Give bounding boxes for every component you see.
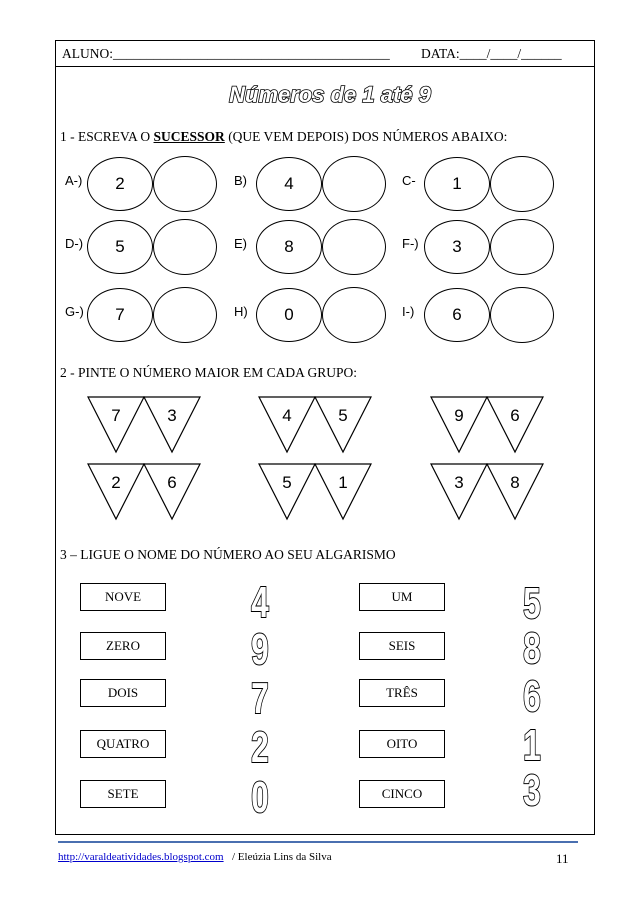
outlined-digit[interactable]: 2 [251,723,269,772]
triangle-number: 8 [510,473,520,492]
answer-oval[interactable] [153,219,217,275]
given-number: 2 [115,174,125,193]
triangle-number: 1 [338,473,348,492]
given-number-oval [256,288,322,342]
answer-oval[interactable] [153,287,217,343]
answer-oval[interactable] [322,156,386,212]
given-number: 0 [284,305,294,324]
section2-heading: 2 - PINTE O NÚMERO MAIOR EM CADA GRUPO: [60,365,358,380]
aluno-blank: _________________________________________ [113,46,390,61]
answer-oval[interactable] [322,219,386,275]
outlined-digit[interactable]: 7 [251,674,269,723]
given-number: 3 [452,237,462,256]
given-number-oval [87,157,153,211]
triangle-number: 6 [167,473,177,492]
given-number-oval [424,157,490,211]
triangle-number: 4 [282,406,292,425]
footer-link[interactable]: http://varaldeatividades.blogspot.com [58,851,224,863]
number-name-box[interactable]: CINCO [359,780,445,808]
date-field[interactable] [421,46,562,62]
section3-heading: 3 – LIGUE O NOME DO NÚMERO AO SEU ALGARISMO [60,547,396,562]
triangle-number: 7 [111,406,121,425]
footer-rule [58,841,578,843]
outlined-digit[interactable]: 5 [523,579,541,628]
triangle-number: 2 [111,473,121,492]
answer-oval[interactable] [322,287,386,343]
section1-keyword: SUCESSOR [153,129,225,144]
item-label: D-) [65,236,84,251]
data-label: DATA: [421,46,460,61]
data-blank: ____/____/______ [459,46,562,61]
triangle-number: 5 [338,406,348,425]
given-number-oval [256,220,322,274]
answer-oval[interactable] [153,156,217,212]
svg-text:Números de 1 até 9: Números de 1 até 9 [229,82,431,107]
given-number-oval [424,220,490,274]
given-number-oval [87,288,153,342]
student-name-field[interactable] [62,46,390,62]
item-label: I-) [402,304,415,319]
triangle-number: 5 [282,473,292,492]
triangle-number: 3 [454,473,464,492]
page-title [0,80,638,120]
item-label: A-) [65,173,83,188]
number-name-box[interactable]: SEIS [359,632,445,660]
outlined-digit[interactable]: 8 [523,624,541,673]
item-label: E) [234,236,247,251]
outlined-digit[interactable]: 6 [523,672,541,721]
outlined-digit[interactable]: 0 [251,773,269,822]
given-number: 5 [115,237,125,256]
number-name-box[interactable]: ZERO [80,632,166,660]
item-label: H) [234,304,248,319]
header-divider [55,66,595,67]
given-number: 4 [284,174,294,193]
number-name-box[interactable]: OITO [359,730,445,758]
page-number: 11 [556,851,569,866]
number-name-box[interactable]: DOIS [80,679,166,707]
outlined-digit[interactable]: 1 [523,721,541,770]
triangle-number: 3 [167,406,177,425]
given-number-oval [424,288,490,342]
triangle-number: 6 [510,406,520,425]
item-label: G-) [65,304,84,319]
number-name-box[interactable]: QUATRO [80,730,166,758]
aluno-label: ALUNO: [62,46,113,61]
answer-oval[interactable] [490,219,554,275]
item-label: B) [234,173,247,188]
number-name-box[interactable]: UM [359,583,445,611]
footer-author: / Eleúzia Lins da Silva [232,851,332,863]
outlined-digit[interactable]: 9 [251,625,269,674]
given-number-oval [87,220,153,274]
section1-heading [60,129,507,145]
given-number: 1 [452,174,462,193]
page-title-wrap [0,80,638,120]
outlined-digit[interactable]: 4 [251,578,269,627]
given-number: 7 [115,305,125,324]
given-number: 6 [452,305,462,324]
item-label: F-) [402,236,419,251]
answer-oval[interactable] [490,287,554,343]
number-name-box[interactable]: TRÊS [359,679,445,707]
triangle-number: 9 [454,406,464,425]
number-name-box[interactable]: NOVE [80,583,166,611]
answer-oval[interactable] [490,156,554,212]
item-label: C- [402,173,416,188]
given-number: 8 [284,237,294,256]
section1-prefix: 1 - ESCREVA O [60,129,154,144]
section1-suffix: (QUE VEM DEPOIS) DOS NÚMEROS ABAIXO: [224,129,508,144]
number-name-box[interactable]: SETE [80,780,166,808]
given-number-oval [256,157,322,211]
outlined-digit[interactable]: 3 [523,766,541,815]
